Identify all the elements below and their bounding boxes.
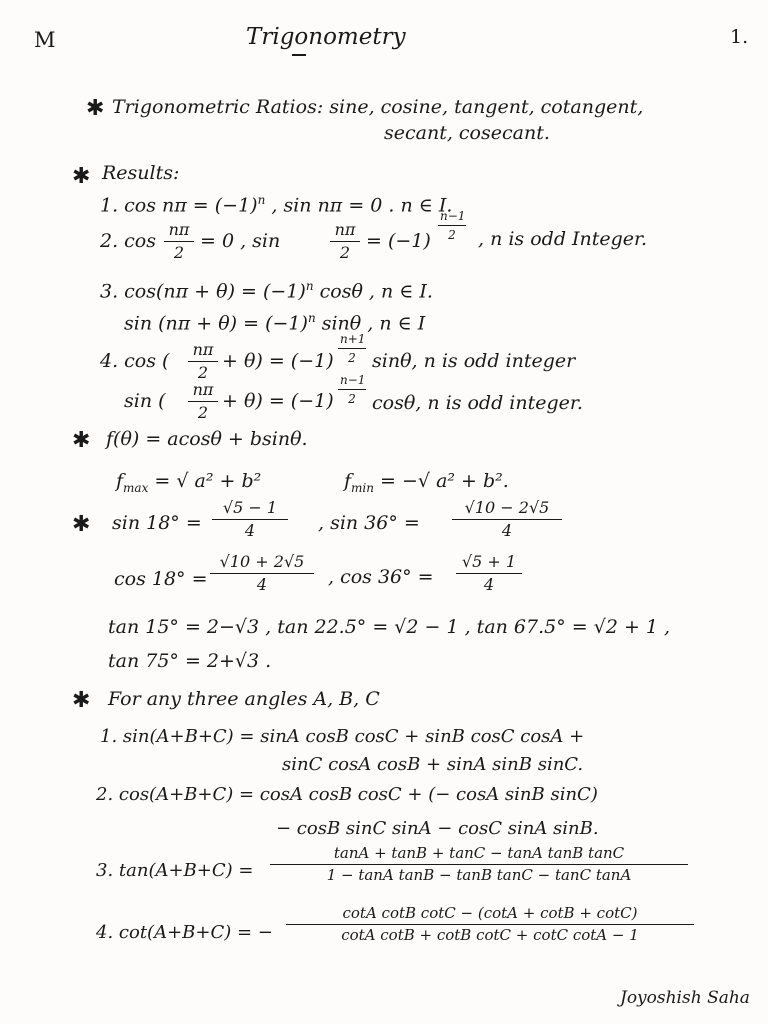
- result-3b-a: sin (nπ + θ) = (−1): [124, 312, 308, 335]
- result-4b-a: sin (: [124, 390, 166, 412]
- f-max-eq: = √ a² + b²: [154, 470, 262, 492]
- result-2-frac-2-den: 2: [339, 243, 351, 262]
- result-3a-b: cosθ , n ∈ I.: [319, 280, 433, 303]
- sum-sin-line-1: 1. sin(A+B+C) = sinA cosB cosC + sinB cosC cosA +: [100, 726, 585, 747]
- three-angles-heading: For any three angles A, B, C: [108, 688, 380, 710]
- f-max: [116, 472, 261, 494]
- f-theta-def: f(θ) = acosθ + bsinθ.: [106, 428, 308, 450]
- result-4a-a-text: 4. cos: [100, 350, 156, 372]
- result-1: [100, 194, 452, 215]
- result-3a-exp: n: [305, 279, 314, 293]
- result-4a-frac: [188, 342, 218, 381]
- sum-cot-lhs: 4. cot(A+B+C) = −: [96, 922, 273, 943]
- bullet-star: ✱: [72, 512, 91, 537]
- result-4b-exp-num: n−1: [338, 374, 366, 390]
- sum-sin-line-2: sinC cosA cosB + sinA sinB sinC.: [282, 754, 584, 775]
- cos18-frac: [210, 554, 314, 593]
- sum-cos-line-1: 2. cos(A+B+C) = cosA cosB cosC + (− cosA sinB sinC): [96, 784, 598, 805]
- result-4a-exp-den: 2: [348, 351, 356, 365]
- result-4b-exp-den: 2: [348, 392, 356, 406]
- sum-tan-lhs: 3. tan(A+B+C) =: [96, 860, 254, 881]
- result-4b-frac-den: 2: [197, 403, 209, 422]
- result-2-d: , n is odd Integer.: [478, 228, 648, 250]
- result-2-exp-frac: [438, 210, 466, 241]
- f-min-eq: = −√ a² + b².: [380, 470, 509, 492]
- f-min-sub: min: [351, 480, 374, 495]
- title-underline: [292, 54, 306, 56]
- result-4b-frac-num: nπ: [188, 382, 218, 402]
- cos36-lhs: , cos 36° =: [328, 566, 434, 588]
- result-3a-a: 3. cos(nπ + θ) = (−1): [100, 280, 306, 303]
- result-2-b: = 0 , sin: [200, 230, 281, 252]
- page-number: 1.: [730, 26, 749, 48]
- bullet-star: ✱: [72, 688, 91, 713]
- ratios-line-2: secant, cosecant.: [384, 122, 550, 144]
- cos36-num: √5 + 1: [456, 554, 522, 574]
- cos36-den: 4: [483, 575, 495, 594]
- sum-cot-den: cotA cotB + cotB cotC + cotC cotA − 1: [341, 926, 639, 944]
- result-4a-frac-num: nπ: [188, 342, 218, 362]
- result-3b: [124, 312, 425, 333]
- result-2-frac-2: [330, 222, 360, 261]
- result-2-exp-num: n−1: [438, 210, 466, 226]
- sum-tan-num: tanA + tanB + tanC − tanA tanB tanC: [270, 846, 688, 865]
- result-1-lhs: 1. cos nπ = (−1): [100, 194, 258, 217]
- tan75-line: tan 75° = 2+√3 .: [108, 650, 272, 672]
- result-2-frac-1: [164, 222, 194, 261]
- sum-cot-frac: [286, 906, 694, 943]
- result-4a-exp-frac: [338, 333, 366, 364]
- author-signature: Joyoshish Saha: [620, 988, 750, 1008]
- sin18-lhs: sin 18° =: [112, 512, 202, 534]
- result-1-exp: n: [257, 193, 266, 207]
- f-max-f: f: [116, 470, 124, 492]
- result-3b-b: sinθ , n ∈ I: [321, 312, 426, 335]
- result-4b-frac: [188, 382, 218, 421]
- result-4b-exp-frac: [338, 374, 366, 405]
- result-2-frac-1-num: nπ: [164, 222, 194, 242]
- bullet-star: ✱: [72, 428, 91, 453]
- result-3b-exp: n: [307, 311, 316, 325]
- sin18-num: √5 − 1: [212, 500, 288, 520]
- ratios-line-1: Trigonometric Ratios: sine, cosine, tangent, cotangent,: [112, 96, 644, 118]
- f-max-sub: max: [123, 480, 149, 495]
- result-2-frac-2-num: nπ: [330, 222, 360, 242]
- sin18-frac: [212, 500, 288, 539]
- result-1-rest: , sin nπ = 0 . n ∈ I.: [271, 194, 453, 217]
- result-4a-b: + θ) = (−1): [222, 350, 334, 372]
- cos18-den: 4: [256, 575, 268, 594]
- sin18-den: 4: [244, 521, 256, 540]
- cos18-lhs: cos 18° =: [114, 568, 208, 590]
- tan-values-line: tan 15° = 2−√3 , tan 22.5° = √2 − 1 , tan 67.5° = √2 + 1 ,: [108, 616, 671, 638]
- result-2-c: = (−1): [366, 230, 431, 252]
- cos18-num: √10 + 2√5: [210, 554, 314, 574]
- result-3a: [100, 280, 433, 301]
- result-2-frac-1-den: 2: [173, 243, 185, 262]
- page-title: Trigonometry: [246, 24, 406, 50]
- result-4b-c: cosθ, n is odd integer.: [372, 392, 583, 414]
- results-heading: Results:: [102, 162, 180, 184]
- sin36-num: √10 − 2√5: [452, 500, 562, 520]
- result-2-exp-den: 2: [448, 228, 456, 242]
- result-4b-a-text: sin: [124, 390, 153, 412]
- sum-cot-num: cotA cotB cotC − (cotA + cotB + cotC): [286, 906, 694, 925]
- sum-cos-line-2: − cosB sinC sinA − cosC sinA sinB.: [276, 818, 599, 839]
- bullet-star: ✱: [86, 96, 105, 121]
- result-4a-c: sinθ, n is odd integer: [372, 350, 576, 372]
- result-4b-b: + θ) = (−1): [222, 390, 334, 412]
- result-2-a: 2. cos: [100, 230, 156, 252]
- sin36-frac: [452, 500, 562, 539]
- cos36-frac: [456, 554, 522, 593]
- bullet-star: ✱: [72, 164, 91, 189]
- f-min-f: f: [344, 470, 352, 492]
- sin36-lhs: , sin 36° =: [318, 512, 420, 534]
- result-4a-frac-den: 2: [197, 363, 209, 382]
- result-4a-exp-num: n+1: [338, 333, 366, 349]
- sum-tan-den: 1 − tanA tanB − tanB tanC − tanC tanA: [326, 866, 632, 884]
- left-mark: M: [34, 28, 56, 52]
- f-min: [344, 472, 509, 494]
- result-4a-a: 4. cos (: [100, 350, 170, 372]
- sin36-den: 4: [501, 521, 513, 540]
- sum-tan-frac: [270, 846, 688, 883]
